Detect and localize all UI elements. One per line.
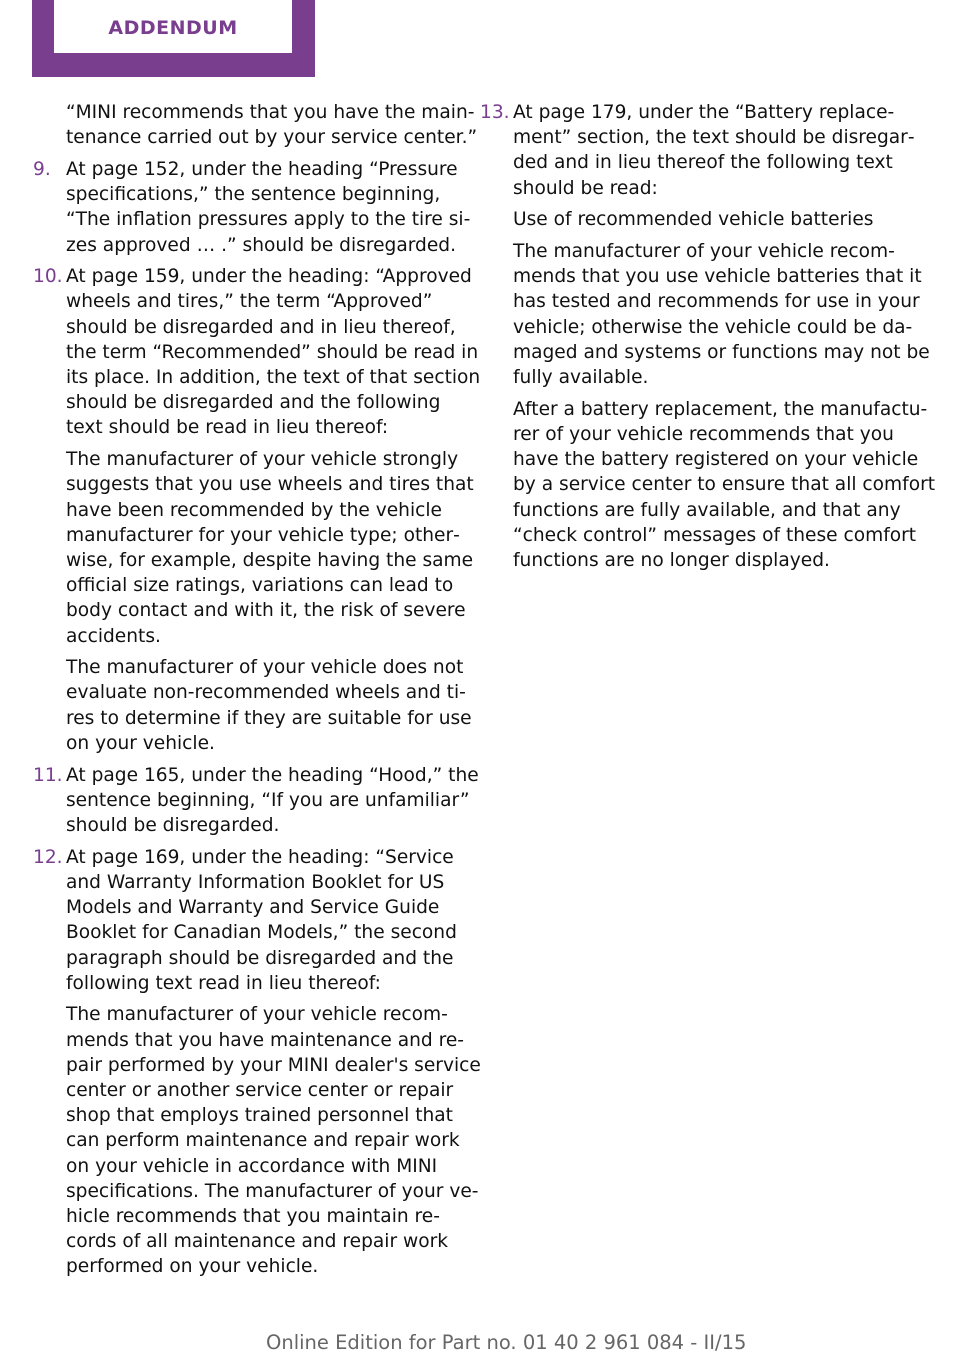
intro-paragraph: [66, 100, 478, 150]
section-tab-inner: [54, 0, 292, 53]
text-line: ment” section, the text should be disregar‐: [513, 127, 915, 149]
section-label: ADDENDUM: [108, 17, 238, 39]
text-line: paragraph should be disregarded and the: [66, 947, 454, 969]
sub-paragraph: [513, 207, 898, 232]
list-item: [33, 157, 471, 258]
text-line: After a battery replacement, the manufactu‐: [513, 398, 928, 420]
text-line: has tested and recommends for use in your: [513, 291, 920, 313]
text-line: evaluate non-recommended wheels and ti‐: [66, 682, 466, 704]
sub-paragraph: [513, 397, 935, 573]
right-column: [480, 100, 935, 580]
list-item: [33, 845, 457, 996]
text-line: mends that you use vehicle batteries that it: [513, 266, 922, 288]
text-line: At page 165, under the heading “Hood,” the: [66, 764, 479, 786]
text-line: hicle recommends that you maintain re‐: [66, 1206, 440, 1228]
text-line: specifications. The manufacturer of your ve‐: [66, 1180, 479, 1202]
text-line: its place. In addition, the text of that section: [66, 367, 481, 389]
text-line: body contact and with it, the risk of severe: [66, 600, 466, 622]
list-item-text: [513, 100, 915, 201]
text-line: text should be read in lieu thereof:: [66, 417, 389, 439]
list-item-number: 9.: [33, 158, 51, 180]
sub-paragraph: [66, 1002, 481, 1279]
text-line: center or another service center or repair: [66, 1080, 454, 1102]
list-item-number: 10.: [33, 266, 63, 288]
text-line: should be read:: [513, 177, 658, 199]
list-item-text: [66, 264, 481, 440]
text-line: suggests that you use wheels and tires that: [66, 474, 474, 496]
text-line: performed on your vehicle.: [66, 1256, 319, 1278]
text-line: accidents.: [66, 625, 161, 647]
text-line: ded and in lieu thereof the following text: [513, 152, 893, 174]
list-item-number: 12.: [33, 846, 63, 868]
list-item-text: [66, 157, 471, 258]
text-line: wise, for example, despite having the same: [66, 549, 474, 571]
list-item-number: 11.: [33, 764, 63, 786]
footer-edition-text: Online Edition for Part no. 01 40 2 961 084 - II/15: [266, 1331, 747, 1354]
text-line: sentence beginning, “If you are unfamiliar”: [66, 789, 470, 811]
text-line: The manufacturer of your vehicle does not: [66, 657, 464, 679]
left-column: [33, 100, 481, 1286]
list-item-text: [66, 763, 479, 839]
text-line: cords of all maintenance and repair work: [66, 1231, 448, 1253]
text-line: following text read in lieu thereof:: [66, 972, 381, 994]
text-line: Use of recommended vehicle batteries: [513, 209, 874, 231]
text-line: wheels and tires,” the term “Approved”: [66, 291, 433, 313]
text-line: pair performed by your MINI dealer's service: [66, 1054, 481, 1076]
sub-paragraph: [66, 447, 474, 649]
text-line: The manufacturer of your vehicle strongly: [66, 449, 459, 471]
text-line: The manufacturer of your vehicle recom‐: [513, 241, 895, 263]
text-line: have the battery registered on your vehicle: [513, 449, 919, 471]
text-line: functions are fully available, and that any: [513, 499, 901, 521]
text-line: mends that you have maintenance and re‐: [66, 1029, 465, 1051]
text-line: At page 169, under the heading: “Service: [66, 846, 454, 868]
text-line: specifications,” the sentence beginning,: [66, 184, 441, 206]
text-line: The manufacturer of your vehicle recom‐: [66, 1004, 448, 1026]
text-line: should be disregarded and the following: [66, 392, 441, 414]
text-line: vehicle; otherwise the vehicle could be da‐: [513, 316, 913, 338]
sub-paragraph: [66, 655, 472, 756]
list-item: [480, 100, 915, 201]
text-line: functions are no longer displayed.: [513, 549, 830, 571]
text-line: manufacturer for your vehicle type; other‐: [66, 524, 460, 546]
text-line: official size ratings, variations can lead to: [66, 575, 454, 597]
text-line: At page 152, under the heading “Pressure: [66, 158, 458, 180]
list-item-number: 13.: [480, 102, 510, 123]
text-line: Booklet for Canadian Models,” the second: [66, 922, 457, 944]
text-line: the term “Recommended” should be read in: [66, 341, 479, 363]
text-line: should be disregarded.: [66, 814, 280, 836]
list-item-text: [66, 845, 457, 996]
text-line: “MINI recommends that you have the main‐: [66, 102, 475, 123]
text-line: res to determine if they are suitable for use: [66, 707, 472, 729]
text-line: fully available.: [513, 367, 649, 389]
text-line: have been recommended by the vehicle: [66, 499, 442, 521]
text-line: should be disregarded and in lieu thereof,: [66, 316, 456, 338]
text-line: tenance carried out by your service center.”: [66, 127, 478, 149]
sub-paragraph: [513, 239, 930, 390]
text-line: At page 179, under the “Battery replace‐: [513, 102, 895, 123]
section-tab: [32, 0, 315, 77]
list-item: [33, 264, 481, 440]
text-line: and Warranty Information Booklet for US: [66, 871, 445, 893]
text-line: “The inflation pressures apply to the tire si‐: [66, 209, 471, 231]
list-item: [33, 763, 479, 839]
text-line: zes approved … .” should be disregarded.: [66, 234, 456, 256]
text-line: on your vehicle in accordance with MINI: [66, 1155, 438, 1177]
text-line: on your vehicle.: [66, 732, 215, 754]
text-line: can perform maintenance and repair work: [66, 1130, 460, 1152]
text-line: Models and Warranty and Service Guide: [66, 897, 440, 919]
text-line: At page 159, under the heading: “Approved: [66, 266, 472, 288]
text-line: maged and systems or functions may not be: [513, 341, 930, 363]
text-line: shop that employs trained personnel that: [66, 1105, 453, 1127]
text-line: “check control” messages of these comfort: [513, 524, 917, 546]
text-line: by a service center to ensure that all comfort: [513, 474, 935, 496]
text-line: rer of your vehicle recommends that you: [513, 423, 894, 445]
